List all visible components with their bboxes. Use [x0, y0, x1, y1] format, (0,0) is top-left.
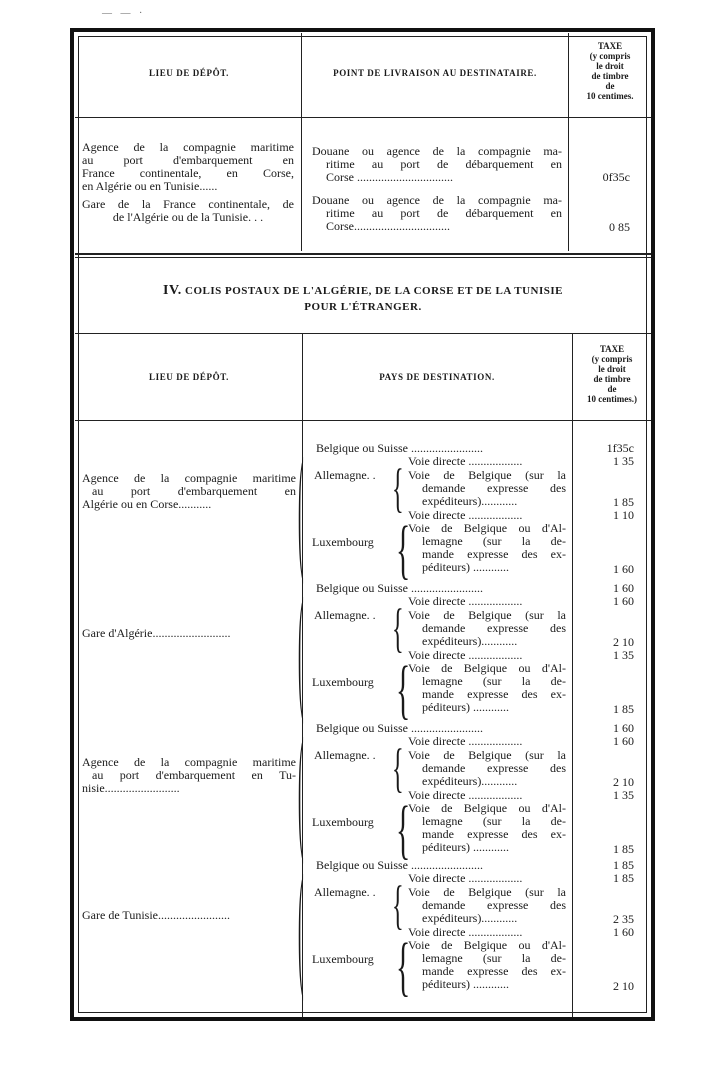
t1-header-taxe: TAXE (y compris le droit de timbre de 10 centimes.: [586, 41, 634, 101]
group-0-allemagne-label: Allemagne. .: [314, 468, 376, 482]
group-1-lieu: [82, 627, 296, 640]
group-0-luxembourg-brace: {: [396, 513, 411, 586]
group-2-allemagne-label: Allemagne. .: [314, 748, 376, 762]
group-2-belgique-taxe: 1 60: [613, 721, 634, 735]
section-number: IV.: [163, 283, 182, 298]
group-2-all-directe-taxe: 1 60: [613, 734, 634, 749]
group-3-lux-belgique-label: [408, 939, 566, 991]
t2-header-taxe: TAXE (y compris le droit de timbre de 10 centimes.): [587, 344, 637, 404]
voie-belgique-line: Voie de Belgique (sur la: [408, 467, 566, 482]
voie-belgique-line: demande expresse des: [422, 480, 566, 495]
group-1-luxembourg-label: Luxembourg: [312, 675, 374, 689]
section-title-line2: POUR L'ÉTRANGER.: [304, 301, 422, 313]
t2-header-rule: [75, 420, 651, 421]
group-0-luxembourg-label: Luxembourg: [312, 535, 374, 549]
t2-top-rule: [75, 333, 651, 334]
group-1-lux-directe-label: Voie directe ..................: [408, 649, 523, 662]
voie-belgique-all-line: mande expresse des ex-: [422, 687, 566, 702]
group-3-lux-directe-taxe: 1 60: [613, 925, 634, 939]
group-1-belgique-taxe: 1 60: [613, 581, 634, 595]
page-top-mark: — — ·: [102, 8, 146, 19]
group-0-all-belgique-taxe: 1 85: [613, 494, 634, 509]
voie-belgique-all-line: péditeurs) ............: [422, 701, 509, 715]
voie-belgique-all-line: lemagne (sur la de-: [422, 674, 566, 689]
group-0-lieu-line: au port d'embarquement en: [92, 484, 296, 498]
t1-row2-taxe: 0 85: [609, 220, 630, 234]
voie-belgique-all-line: lemagne (sur la de-: [422, 814, 566, 829]
t2-col-divider-2: [572, 334, 573, 1017]
t1-row1-point: Douane ou agence de la compagnie ma- ritime au port de débarquement en Corse ................................: [312, 144, 562, 184]
group-3-lieu: [82, 909, 296, 922]
group-2-luxembourg-label: Luxembourg: [312, 815, 374, 829]
t1-row1-lieu: Agence de la compagnie maritime au port d'embarquement en France continentale, en Corse, en Algérie ou en Tunisie......: [82, 140, 294, 193]
group-0-all-directe-taxe: 1 35: [613, 454, 634, 469]
voie-belgique-all-line: lemagne (sur la de-: [422, 951, 566, 966]
group-3-outer-brace: (: [298, 847, 304, 1002]
t2-header-lieu: LIEU DE DÉPÔT.: [149, 372, 229, 382]
group-1-lieu-line: Gare d'Algérie..........................: [82, 627, 231, 640]
group-3-lux-belgique-taxe: 2 10: [613, 978, 634, 993]
voie-belgique-all-line: Voie de Belgique ou d'Al-: [408, 661, 566, 676]
group-1-outer-brace: (: [298, 570, 304, 725]
group-1-allemagne-brace: {: [392, 598, 404, 659]
voie-belgique-all-line: péditeurs) ............: [422, 561, 509, 575]
group-1-luxembourg-brace: {: [396, 653, 411, 726]
voie-belgique-line: demande expresse des: [422, 620, 566, 635]
group-0-belgique-taxe: 1f35c: [606, 441, 634, 455]
group-3-lieu-line: Gare de Tunisie........................: [82, 909, 230, 922]
group-0-lieu-line: Agence de la compagnie maritime: [82, 471, 296, 485]
group-2-lux-directe-label: Voie directe ..................: [408, 789, 523, 802]
group-2-luxembourg-brace: {: [396, 793, 411, 866]
t1-row2-lieu: Gare de la France continentale, de de l'Algérie ou de la Tunisie. . .: [82, 197, 294, 224]
group-3-lux-directe-label: Voie directe ..................: [408, 926, 523, 939]
group-2-allemagne-brace: {: [392, 738, 404, 799]
group-3-luxembourg-brace: {: [396, 930, 411, 1003]
t2-header-pays: PAYS DE DESTINATION.: [379, 372, 495, 382]
group-0-all-directe-label: Voie directe ..................: [408, 455, 523, 469]
group-3-allemagne-label: Allemagne. .: [314, 885, 376, 899]
group-1-belgique-label: Belgique ou Suisse ........................: [316, 582, 483, 595]
group-1-all-belgique-taxe: 2 10: [613, 634, 634, 649]
group-2-all-directe-label: Voie directe ..................: [408, 735, 523, 749]
voie-belgique-line: Voie de Belgique (sur la: [408, 607, 566, 622]
voie-belgique-all-line: mande expresse des ex-: [422, 547, 566, 562]
section-title-line1: COLIS POSTAUX DE L'ALGÉRIE, DE LA CORSE ET DE LA TUNISIE: [185, 285, 563, 297]
group-3-belgique-taxe: 1 85: [613, 858, 634, 872]
group-3-all-belgique-label: [408, 886, 566, 925]
group-0-outer-brace: (: [298, 430, 304, 585]
voie-belgique-all-line: péditeurs) ............: [422, 978, 509, 992]
group-3-all-directe-label: Voie directe ..................: [408, 872, 523, 886]
group-2-all-belgique-taxe: 2 10: [613, 774, 634, 789]
group-3-luxembourg-label: Luxembourg: [312, 952, 374, 966]
group-3-allemagne-brace: {: [392, 875, 404, 936]
group-1-lux-belgique-label: [408, 662, 566, 714]
voie-belgique-all-line: Voie de Belgique ou d'Al-: [408, 801, 566, 816]
group-0-lux-directe-taxe: 1 10: [613, 508, 634, 522]
voie-belgique-line: Voie de Belgique (sur la: [408, 747, 566, 762]
voie-belgique-line: expéditeurs)............: [422, 911, 518, 925]
group-1-all-directe-taxe: 1 60: [613, 594, 634, 609]
voie-belgique-all-line: Voie de Belgique ou d'Al-: [408, 521, 566, 536]
t1-row2-point: Douane ou agence de la compagnie ma- ritime au port de débarquement en Corse................................: [312, 193, 562, 233]
group-1-lux-belgique-taxe: 1 85: [613, 701, 634, 716]
group-0-lieu: [82, 472, 296, 511]
group-3-belgique-label: Belgique ou Suisse ........................: [316, 859, 483, 872]
group-0-lieu-line: Algérie ou en Corse...........: [82, 498, 212, 511]
group-2-lux-belgique-taxe: 1 85: [613, 841, 634, 856]
voie-belgique-line: demande expresse des: [422, 897, 566, 912]
group-3-all-belgique-taxe: 2 35: [613, 911, 634, 926]
group-2-lieu-line: au port d'embarquement en Tu-: [92, 768, 296, 782]
voie-belgique-all-line: mande expresse des ex-: [422, 827, 566, 842]
group-2-lieu-line: Agence de la compagnie maritime: [82, 755, 296, 769]
voie-belgique-line: Voie de Belgique (sur la: [408, 884, 566, 899]
t1-header-point: POINT DE LIVRAISON AU DESTINATAIRE.: [333, 68, 537, 78]
group-2-outer-brace: (: [298, 710, 304, 865]
voie-belgique-all-line: mande expresse des ex-: [422, 964, 566, 979]
group-2-lieu: [82, 756, 296, 795]
group-0-allemagne-brace: {: [392, 458, 404, 519]
group-3-all-directe-taxe: 1 85: [613, 871, 634, 886]
voie-belgique-all-line: lemagne (sur la de-: [422, 534, 566, 549]
section-title: [80, 283, 646, 315]
voie-belgique-all-line: péditeurs) ............: [422, 841, 509, 855]
group-2-belgique-label: Belgique ou Suisse ........................: [316, 722, 483, 735]
group-2-lieu-line: nisie.........................: [82, 782, 180, 795]
t1-col-divider-1: [301, 33, 302, 251]
group-1-allemagne-label: Allemagne. .: [314, 608, 376, 622]
t1-row1-taxe: 0f35c: [602, 170, 630, 184]
section-separator: [75, 253, 651, 258]
group-1-all-directe-label: Voie directe ..................: [408, 595, 523, 609]
group-0-lux-directe-label: Voie directe ..................: [408, 509, 523, 522]
group-2-all-belgique-label: [408, 749, 566, 788]
voie-belgique-all-line: Voie de Belgique ou d'Al-: [408, 938, 566, 953]
voie-belgique-line: demande expresse des: [422, 760, 566, 775]
group-0-lux-belgique-label: [408, 522, 566, 574]
voie-belgique-line: expéditeurs)............: [422, 634, 518, 648]
voie-belgique-line: expéditeurs)............: [422, 774, 518, 788]
t1-header-lieu: LIEU DE DÉPÔT.: [149, 68, 229, 78]
group-0-all-belgique-label: [408, 469, 566, 508]
voie-belgique-line: expéditeurs)............: [422, 494, 518, 508]
t1-header-rule: [75, 117, 651, 118]
group-1-all-belgique-label: [408, 609, 566, 648]
group-0-belgique-label: Belgique ou Suisse ........................: [316, 442, 483, 455]
group-0-lux-belgique-taxe: 1 60: [613, 561, 634, 576]
group-2-lux-belgique-label: [408, 802, 566, 854]
group-1-lux-directe-taxe: 1 35: [613, 648, 634, 662]
group-2-lux-directe-taxe: 1 35: [613, 788, 634, 802]
